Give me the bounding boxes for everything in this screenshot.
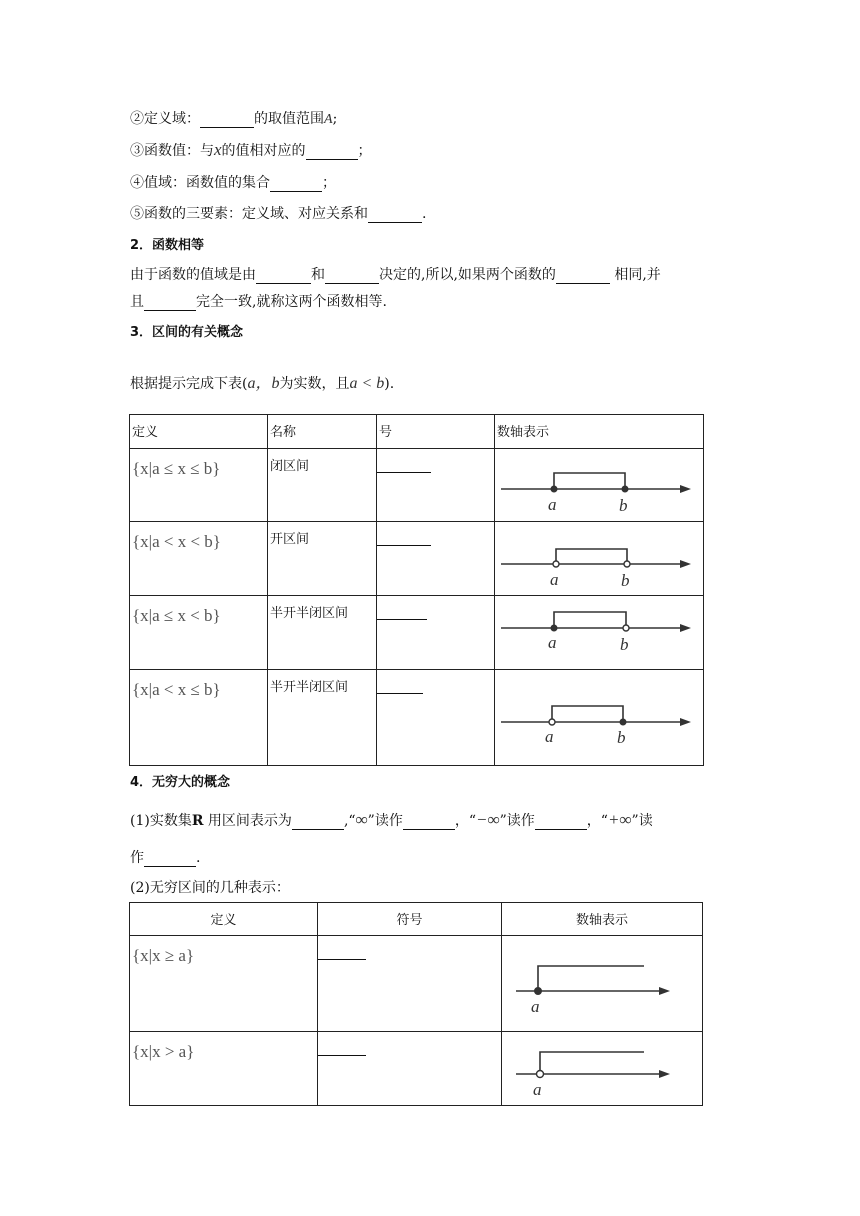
text: 用区间表示为 <box>203 813 292 829</box>
table-row <box>130 522 704 596</box>
header-cell: 定义 <box>130 903 318 936</box>
endpoint-closed <box>551 625 557 631</box>
text: 根据提示完成下表( <box>130 376 248 392</box>
text: 的值相对应的 <box>221 143 306 159</box>
math-vars: a，b <box>247 375 280 392</box>
text: 决定的,所以,如果两个函数的 <box>379 267 556 283</box>
text: ④值域：函数值的集合 <box>130 175 270 191</box>
interval-name: 半开半闭区间 <box>270 680 349 695</box>
blank <box>256 269 311 284</box>
text: 相同,并 <box>609 267 661 283</box>
pos-infinity-symbol: +∞ <box>607 810 632 829</box>
answer-blank[interactable] <box>377 618 427 620</box>
blank <box>306 145 358 160</box>
label-a: a <box>531 997 540 1016</box>
text: ，“ <box>454 813 477 829</box>
header-cell: 名称 <box>268 415 377 449</box>
table-row <box>130 596 704 670</box>
header-cell: 符号 <box>318 903 502 936</box>
blank <box>535 815 587 830</box>
text: . <box>196 850 201 866</box>
endpoint-open <box>553 561 559 567</box>
answer-blank[interactable] <box>377 692 423 694</box>
sec4-line-1 <box>130 810 653 830</box>
text: ”读 <box>631 813 653 829</box>
arrow-icon <box>680 560 691 568</box>
sec4-line-2 <box>130 847 200 867</box>
endpoint-closed <box>620 719 626 725</box>
sec4-line-3: (2)无穷区间的几种表示： <box>130 880 290 896</box>
blank <box>556 269 610 284</box>
blank <box>144 296 196 311</box>
section-4-title: 4．无穷大的概念 <box>130 775 231 790</box>
text: 且 <box>130 294 144 310</box>
number-line <box>495 449 703 521</box>
number-line <box>502 936 702 1031</box>
text: ⑤函数的三要素：定义域、对应关系和 <box>130 206 368 222</box>
text: . <box>422 206 427 222</box>
blank <box>292 815 344 830</box>
range-line <box>130 172 336 192</box>
label-b: b <box>620 635 629 654</box>
text: ). <box>384 376 395 392</box>
label-b: b <box>621 571 630 590</box>
math-var: A <box>324 112 333 127</box>
section-3-title: 3．区间的有关概念 <box>130 325 244 340</box>
endpoint-open <box>537 1071 544 1078</box>
text: ； <box>357 143 372 159</box>
set-definition: {x|x > a} <box>132 1042 195 1061</box>
interval-name: 闭区间 <box>270 459 310 474</box>
text: 的取值范围 <box>254 111 324 127</box>
sec3-intro <box>130 370 394 393</box>
interval-table <box>129 414 704 766</box>
set-definition: {x|x ≥ a} <box>132 946 195 965</box>
answer-blank[interactable] <box>377 471 431 473</box>
label-a: a <box>548 633 557 652</box>
blank <box>325 269 379 284</box>
label-b: b <box>619 496 628 515</box>
label-a: a <box>545 727 554 746</box>
blank <box>368 208 422 223</box>
header-cell: 数轴表示 <box>502 903 703 936</box>
set-definition: {x|a < x ≤ b} <box>132 680 221 699</box>
arrow-icon <box>659 987 670 995</box>
text: ； <box>322 175 336 191</box>
infinity-symbol: ∞ <box>355 810 368 829</box>
text: ,“ <box>343 813 356 829</box>
arrow-icon <box>680 485 691 493</box>
endpoint-closed <box>622 486 628 492</box>
text: ”读作 <box>499 813 535 829</box>
math-condition: a < b <box>349 375 385 392</box>
arrow-icon <box>680 624 691 632</box>
domain-line <box>130 108 337 128</box>
set-definition: {x|a ≤ x < b} <box>132 606 221 625</box>
label-a: a <box>533 1080 542 1099</box>
text: 由于函数的值域是由 <box>130 267 256 283</box>
table-row <box>130 1032 703 1106</box>
table-header-row <box>130 903 703 936</box>
blank <box>200 113 254 128</box>
blank <box>403 815 455 830</box>
endpoint-open <box>623 625 629 631</box>
math-var: x <box>214 140 222 159</box>
header-cell: 定义 <box>130 415 268 449</box>
header-cell: 号 <box>377 415 495 449</box>
blank <box>270 177 322 192</box>
set-definition: {x|a < x < b} <box>132 532 221 551</box>
three-elements-line <box>130 203 426 223</box>
text: ; <box>332 111 338 127</box>
table-row <box>130 670 704 766</box>
header-cell: 数轴表示 <box>495 415 704 449</box>
interval-name: 半开半闭区间 <box>270 606 349 621</box>
label-b: b <box>617 728 626 747</box>
text: 为实数，且 <box>279 376 350 392</box>
bold-R: R <box>191 813 204 829</box>
table-row <box>130 449 704 522</box>
endpoint-closed <box>551 486 557 492</box>
sec2-line-1 <box>130 264 661 284</box>
text: ”读作 <box>367 813 403 829</box>
infinite-interval-table <box>129 902 703 1106</box>
endpoint-open <box>624 561 630 567</box>
function-value-line <box>130 140 372 160</box>
set-definition: {x|a ≤ x ≤ b} <box>132 459 221 478</box>
text: ，“ <box>586 813 608 829</box>
text: (1)实数集 <box>130 813 192 829</box>
text: 作 <box>130 850 144 866</box>
number-line <box>502 1032 702 1105</box>
number-line <box>495 670 703 765</box>
blank <box>144 852 196 867</box>
endpoint-closed <box>535 988 542 995</box>
text: 和 <box>311 267 325 283</box>
text: ②定义域： <box>130 111 200 127</box>
answer-blank[interactable] <box>377 544 431 546</box>
text: ③函数值：与 <box>130 143 214 159</box>
sec2-line-2 <box>130 291 387 311</box>
neg-infinity-symbol: −∞ <box>476 810 500 829</box>
arrow-icon <box>659 1070 670 1078</box>
number-line <box>495 596 703 669</box>
endpoint-open <box>549 719 555 725</box>
answer-blank[interactable] <box>318 1054 366 1056</box>
table-row <box>130 936 703 1032</box>
number-line <box>495 522 703 595</box>
text: 完全一致,就称这两个函数相等. <box>196 294 387 310</box>
section-2-title: 2．函数相等 <box>130 238 205 253</box>
label-a: a <box>548 495 557 514</box>
table-header-row <box>130 415 704 449</box>
answer-blank[interactable] <box>318 958 366 960</box>
arrow-icon <box>680 718 691 726</box>
label-a: a <box>550 570 559 589</box>
interval-name: 开区间 <box>270 532 310 547</box>
